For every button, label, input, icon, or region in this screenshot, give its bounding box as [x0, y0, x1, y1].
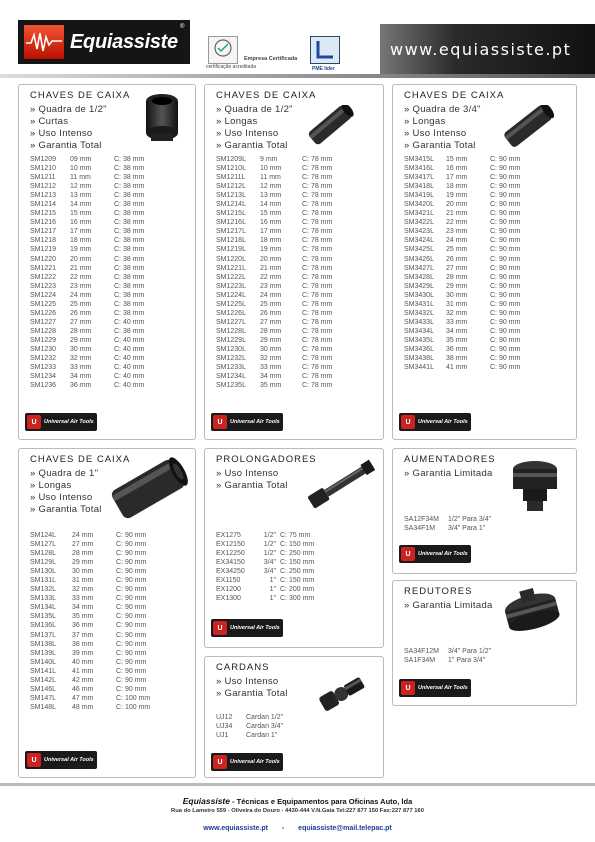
table-row: SM132L 32 mm C: 90 mm [30, 586, 147, 594]
large-socket-icon [105, 451, 191, 532]
table-row: SM148L 48 mm C: 100 mm [30, 703, 151, 711]
table-row: SM3438L 38 mm C: 90 mm [404, 355, 521, 363]
page-header [0, 0, 595, 78]
feature: » Garantia Total [30, 140, 102, 151]
table-row: SM146L 46 mm C: 90 mm [30, 685, 147, 693]
table-row: EX34150 3/4" C: 150 mm [216, 559, 315, 567]
table-row: SM139L 39 mm C: 90 mm [30, 649, 147, 657]
table-row: SM3433L 33 mm C: 90 mm [404, 318, 521, 326]
table-row: SM3418L 18 mm C: 90 mm [404, 183, 521, 191]
panel-adapters-up [392, 448, 577, 574]
panel-short-sockets-half [18, 84, 196, 440]
table-row: SM1214 14 mm C: 38 mm [30, 201, 145, 209]
table-row: SM1215 15 mm C: 38 mm [30, 210, 145, 218]
table-row: SM1221 21 mm C: 38 mm [30, 264, 145, 272]
table-row: SM134L 34 mm C: 90 mm [30, 604, 147, 612]
feature: » Quadra de 3/4" [404, 104, 481, 115]
table-row: SM1224L 24 mm C: 78 mm [216, 291, 333, 299]
table-row: SM3427L 27 mm C: 90 mm [404, 264, 521, 272]
feature: » Garantia Limitada [404, 600, 493, 611]
table-row: SA34F12M 3/4" Para 1/2" [404, 648, 492, 655]
table-row: SM1211 11 mm C: 38 mm [30, 174, 145, 182]
table-row: SM135L 35 mm C: 90 mm [30, 613, 147, 621]
table-row: SM141L 41 mm C: 90 mm [30, 667, 147, 675]
panel-title: CHAVES DE CAIXA [30, 90, 131, 101]
feature: » Longas [30, 480, 72, 491]
table-row: SM1232 32 mm C: 40 mm [30, 355, 145, 363]
table-row: SM1225 25 mm C: 38 mm [30, 300, 145, 308]
feature: » Uso Intenso [404, 128, 467, 139]
table-row: SM1221L 21 mm C: 78 mm [216, 264, 333, 272]
feature: » Garantia Total [216, 480, 288, 491]
table-row: SM1224 24 mm C: 38 mm [30, 291, 145, 299]
uat-logo-icon: U [213, 415, 227, 429]
uat-logo-icon: U [27, 415, 41, 429]
table-row: SM1233L 33 mm C: 78 mm [216, 364, 333, 372]
table-row: SM1220 20 mm C: 38 mm [30, 255, 145, 263]
panel-title: PROLONGADORES [216, 454, 317, 465]
table-row: SM1222L 22 mm C: 78 mm [216, 273, 333, 281]
table-row: SM1229 29 mm C: 40 mm [30, 336, 145, 344]
table-row: SM1217 17 mm C: 38 mm [30, 228, 145, 236]
table-row: SM1228 28 mm C: 38 mm [30, 327, 145, 335]
table-row: SM142L 42 mm C: 90 mm [30, 676, 147, 684]
brand-logo[interactable] [18, 20, 190, 64]
table-row: SM1229L 29 mm C: 78 mm [216, 336, 333, 344]
table-row: SM3434L 34 mm C: 90 mm [404, 327, 521, 335]
table-row: SA12F34M 1/2" Para 3/4" [404, 516, 492, 523]
product-table [216, 155, 332, 390]
table-row: SM1215L 15 mm C: 78 mm [216, 210, 333, 218]
feature: » Longas [216, 116, 258, 127]
table-row: SM3420L 20 mm C: 90 mm [404, 201, 521, 209]
footer-tagline: - Técnicas e Equipamentos para Oficinas Auto, lda [229, 797, 413, 806]
table-row: SM1227L 27 mm C: 78 mm [216, 318, 333, 326]
panel-universal-joints [204, 656, 384, 778]
table-row: SM1212L 12 mm C: 78 mm [216, 183, 333, 191]
universal-air-tools-badge: U Universal Air Tools [399, 545, 471, 563]
table-row: SM3441L 41 mm C: 90 mm [404, 364, 521, 372]
feature: » Quadra de 1/2" [216, 104, 293, 115]
feature: » Uso Intenso [216, 468, 279, 479]
feature: » Garantia Total [216, 140, 288, 151]
uat-logo-icon: U [27, 753, 41, 767]
feature: » Garantia Total [30, 504, 102, 515]
panel-long-sockets-three-quarter [392, 84, 577, 440]
universal-air-tools-badge: U Universal Air Tools [25, 751, 97, 769]
product-table [30, 531, 150, 712]
certification-icon [208, 36, 238, 64]
universal-air-tools-badge: U Universal Air Tools [399, 413, 471, 431]
feature: » Uso Intenso [216, 676, 279, 687]
table-row: SM128L 28 mm C: 90 mm [30, 550, 147, 558]
product-table [216, 713, 283, 740]
feature: » Longas [404, 116, 446, 127]
reducer-icon [497, 583, 567, 646]
table-row: SM1230 30 mm C: 40 mm [30, 345, 145, 353]
table-row: SM1236 36 mm C: 40 mm [30, 382, 145, 390]
table-row: SM1226 26 mm C: 38 mm [30, 309, 145, 317]
header-website-link[interactable]: www.equiassiste.pt [390, 40, 572, 59]
uat-logo-icon: U [401, 547, 415, 561]
cert-label: certificação acreditada [206, 64, 257, 70]
panel-title: CHAVES DE CAIXA [30, 454, 131, 465]
table-row: EX1200 1" C: 200 mm [216, 586, 315, 594]
long-socket-icon [501, 105, 555, 152]
panel-title: AUMENTADORES [404, 454, 496, 465]
table-row: SM3428L 28 mm C: 90 mm [404, 273, 521, 281]
product-table [404, 647, 491, 665]
feature: » Curtas [30, 116, 69, 127]
table-row: SM1219L 19 mm C: 78 mm [216, 246, 333, 254]
table-row: SM3424L 24 mm C: 90 mm [404, 237, 521, 245]
table-row: SM1213L 13 mm C: 78 mm [216, 192, 333, 200]
panel-title: CHAVES DE CAIXA [404, 90, 505, 101]
table-row: SM3432L 32 mm C: 90 mm [404, 309, 521, 317]
table-row: SM1222 22 mm C: 38 mm [30, 273, 145, 281]
uat-logo-icon: U [401, 415, 415, 429]
table-row: SM1235L 35 mm C: 78 mm [216, 382, 333, 390]
table-row: SM3425L 25 mm C: 90 mm [404, 246, 521, 254]
universal-air-tools-badge: U Universal Air Tools [399, 679, 471, 697]
table-row: SM1225L 25 mm C: 78 mm [216, 300, 333, 308]
table-row: SM3426L 26 mm C: 90 mm [404, 255, 521, 263]
universal-air-tools-badge: U Universal Air Tools [211, 753, 283, 771]
feature: » Uso Intenso [30, 128, 93, 139]
table-row: SM1209 09 mm C: 38 mm [30, 156, 145, 163]
table-row: SM127L 27 mm C: 90 mm [30, 541, 147, 549]
table-row: SM1230L 30 mm C: 78 mm [216, 345, 333, 353]
table-row: SM130L 30 mm C: 90 mm [30, 568, 147, 576]
table-row: SM138L 38 mm C: 90 mm [30, 640, 147, 648]
feature: » Uso Intenso [216, 128, 279, 139]
product-table [404, 515, 491, 533]
table-row: SM137L 37 mm C: 90 mm [30, 631, 147, 639]
short-socket-icon [137, 91, 187, 154]
footer-website-link[interactable]: www.equiassiste.pt [203, 825, 268, 832]
table-row: SM1220L 20 mm C: 78 mm [216, 255, 333, 263]
feature: » Quadra de 1/2" [30, 104, 107, 115]
table-row: SM1226L 26 mm C: 78 mm [216, 309, 333, 317]
table-row: EX12150 1/2" C: 150 mm [216, 541, 315, 549]
table-row: SM1227 27 mm C: 40 mm [30, 318, 145, 326]
feature: » Garantia Total [216, 688, 288, 699]
uat-logo-icon: U [213, 621, 227, 635]
table-row: SM3429L 29 mm C: 90 mm [404, 282, 521, 290]
table-row: SM3431L 31 mm C: 90 mm [404, 300, 521, 308]
table-row: SM1219 19 mm C: 38 mm [30, 246, 145, 254]
extension-bar-icon [301, 455, 381, 516]
table-row: SM3415L 15 mm C: 90 mm [404, 156, 521, 163]
universal-air-tools-badge: U Universal Air Tools [211, 413, 283, 431]
logo-wave-icon [24, 25, 64, 59]
feature: » Garantia Total [404, 140, 476, 151]
feature: » Garantia Limitada [404, 468, 493, 479]
table-row: UJ12 Cardan 1/2" [216, 714, 284, 721]
panel-long-sockets-half [204, 84, 384, 440]
table-row: UJ34 Cardan 3/4" [216, 723, 284, 731]
certified-label: Empresa Certificada [244, 56, 298, 62]
table-row: SA1F34M 1" Para 3/4" [404, 657, 486, 665]
table-row: SM1233 33 mm C: 40 mm [30, 364, 145, 372]
header-strip [0, 74, 595, 78]
table-row: SM3421L 21 mm C: 90 mm [404, 210, 521, 218]
uat-logo-icon: U [213, 755, 227, 769]
panel-long-sockets-one-inch [18, 448, 196, 778]
table-row: SM1213 13 mm C: 38 mm [30, 192, 145, 200]
table-row: EX34250 3/4" C: 250 mm [216, 568, 315, 576]
table-row: SM1214L 14 mm C: 78 mm [216, 201, 333, 209]
pme-label: PME lider [312, 66, 335, 72]
panel-title: REDUTORES [404, 586, 473, 597]
table-row: SM3417L 17 mm C: 90 mm [404, 174, 521, 182]
table-row: SM3419L 19 mm C: 90 mm [404, 192, 521, 200]
panel-extensions [204, 448, 384, 648]
product-table [404, 155, 520, 372]
table-row: EX12250 1/2" C: 250 mm [216, 550, 315, 558]
table-row: SM1218L 18 mm C: 78 mm [216, 237, 333, 245]
table-row: SM1210L 10 mm C: 78 mm [216, 165, 333, 173]
panel-title: CARDANS [216, 662, 270, 673]
table-row: SM1216L 16 mm C: 78 mm [216, 219, 333, 227]
table-row: EX1150 1" C: 150 mm [216, 577, 315, 585]
table-row: SM129L 29 mm C: 90 mm [30, 559, 147, 567]
panel-title: CHAVES DE CAIXA [216, 90, 317, 101]
table-row: SM3416L 16 mm C: 90 mm [404, 165, 521, 173]
table-row: SM3436L 36 mm C: 90 mm [404, 345, 521, 353]
table-row: SM124L 24 mm C: 90 mm [30, 532, 147, 539]
table-row: SM1209L 9 mm C: 78 mm [216, 156, 333, 163]
footer-separator: - [281, 825, 285, 832]
table-row: SM147L 47 mm C: 100 mm [30, 694, 151, 702]
table-row: EX1300 1" C: 300 mm [216, 595, 315, 603]
table-row: SM3435L 35 mm C: 90 mm [404, 336, 521, 344]
pme-lider-icon [310, 36, 340, 64]
table-row: SM1217L 17 mm C: 78 mm [216, 228, 333, 236]
product-table [216, 531, 314, 603]
table-row: EX1275 1/2" C: 75 mm [216, 532, 311, 539]
long-socket-icon [305, 105, 355, 150]
table-row: SM1210 10 mm C: 38 mm [30, 165, 145, 173]
brand-name: Equiassiste [70, 30, 178, 53]
table-row: UJ1 Cardan 1" [216, 732, 278, 740]
panel-reducers [392, 580, 577, 706]
table-row: SM1223 23 mm C: 38 mm [30, 282, 145, 290]
table-row: SM3422L 22 mm C: 90 mm [404, 219, 521, 227]
table-row: SM1234 34 mm C: 40 mm [30, 373, 145, 381]
footer-contacts [0, 825, 595, 832]
table-row: SM1223L 23 mm C: 78 mm [216, 282, 333, 290]
feature: » Quadra de 1" [30, 468, 99, 479]
footer-company-line [0, 796, 595, 806]
product-table [30, 155, 144, 390]
table-row: SA34F1M 3/4" Para 1" [404, 525, 486, 533]
universal-air-tools-badge: U Universal Air Tools [25, 413, 97, 431]
table-row: SM1228L 28 mm C: 78 mm [216, 327, 333, 335]
table-row: SM1212 12 mm C: 38 mm [30, 183, 145, 191]
table-row: SM136L 36 mm C: 90 mm [30, 622, 147, 630]
table-row: SM1211L 11 mm C: 78 mm [216, 174, 333, 182]
universal-air-tools-badge: U Universal Air Tools [211, 619, 283, 637]
table-row: SM3423L 23 mm C: 90 mm [404, 228, 521, 236]
footer-divider [0, 783, 595, 786]
uat-logo-icon: U [401, 681, 415, 695]
feature: » Uso Intenso [30, 492, 93, 503]
footer-address: Rua do Lameiro 559 - Oliveira do Douro - 4430-444 V.N.Gaia Tel:227 877 150 Fax:227 877 160 [171, 808, 424, 814]
footer-email-link[interactable]: equiassiste@mail.telepac.pt [298, 825, 392, 832]
adapter-icon [505, 455, 565, 522]
registered-mark: ® [180, 24, 185, 30]
footer-company-name: Equiassiste [182, 796, 230, 806]
table-row: SM140L 40 mm C: 90 mm [30, 658, 147, 666]
table-row: SM1218 18 mm C: 38 mm [30, 237, 145, 245]
table-row: SM131L 31 mm C: 90 mm [30, 577, 147, 585]
table-row: SM1216 16 mm C: 38 mm [30, 219, 145, 227]
table-row: SM1234L 34 mm C: 78 mm [216, 373, 333, 381]
universal-joint-icon [315, 671, 371, 720]
table-row: SM3430L 30 mm C: 90 mm [404, 291, 521, 299]
table-row: SM1232L 32 mm C: 78 mm [216, 355, 333, 363]
table-row: SM133L 33 mm C: 90 mm [30, 595, 147, 603]
